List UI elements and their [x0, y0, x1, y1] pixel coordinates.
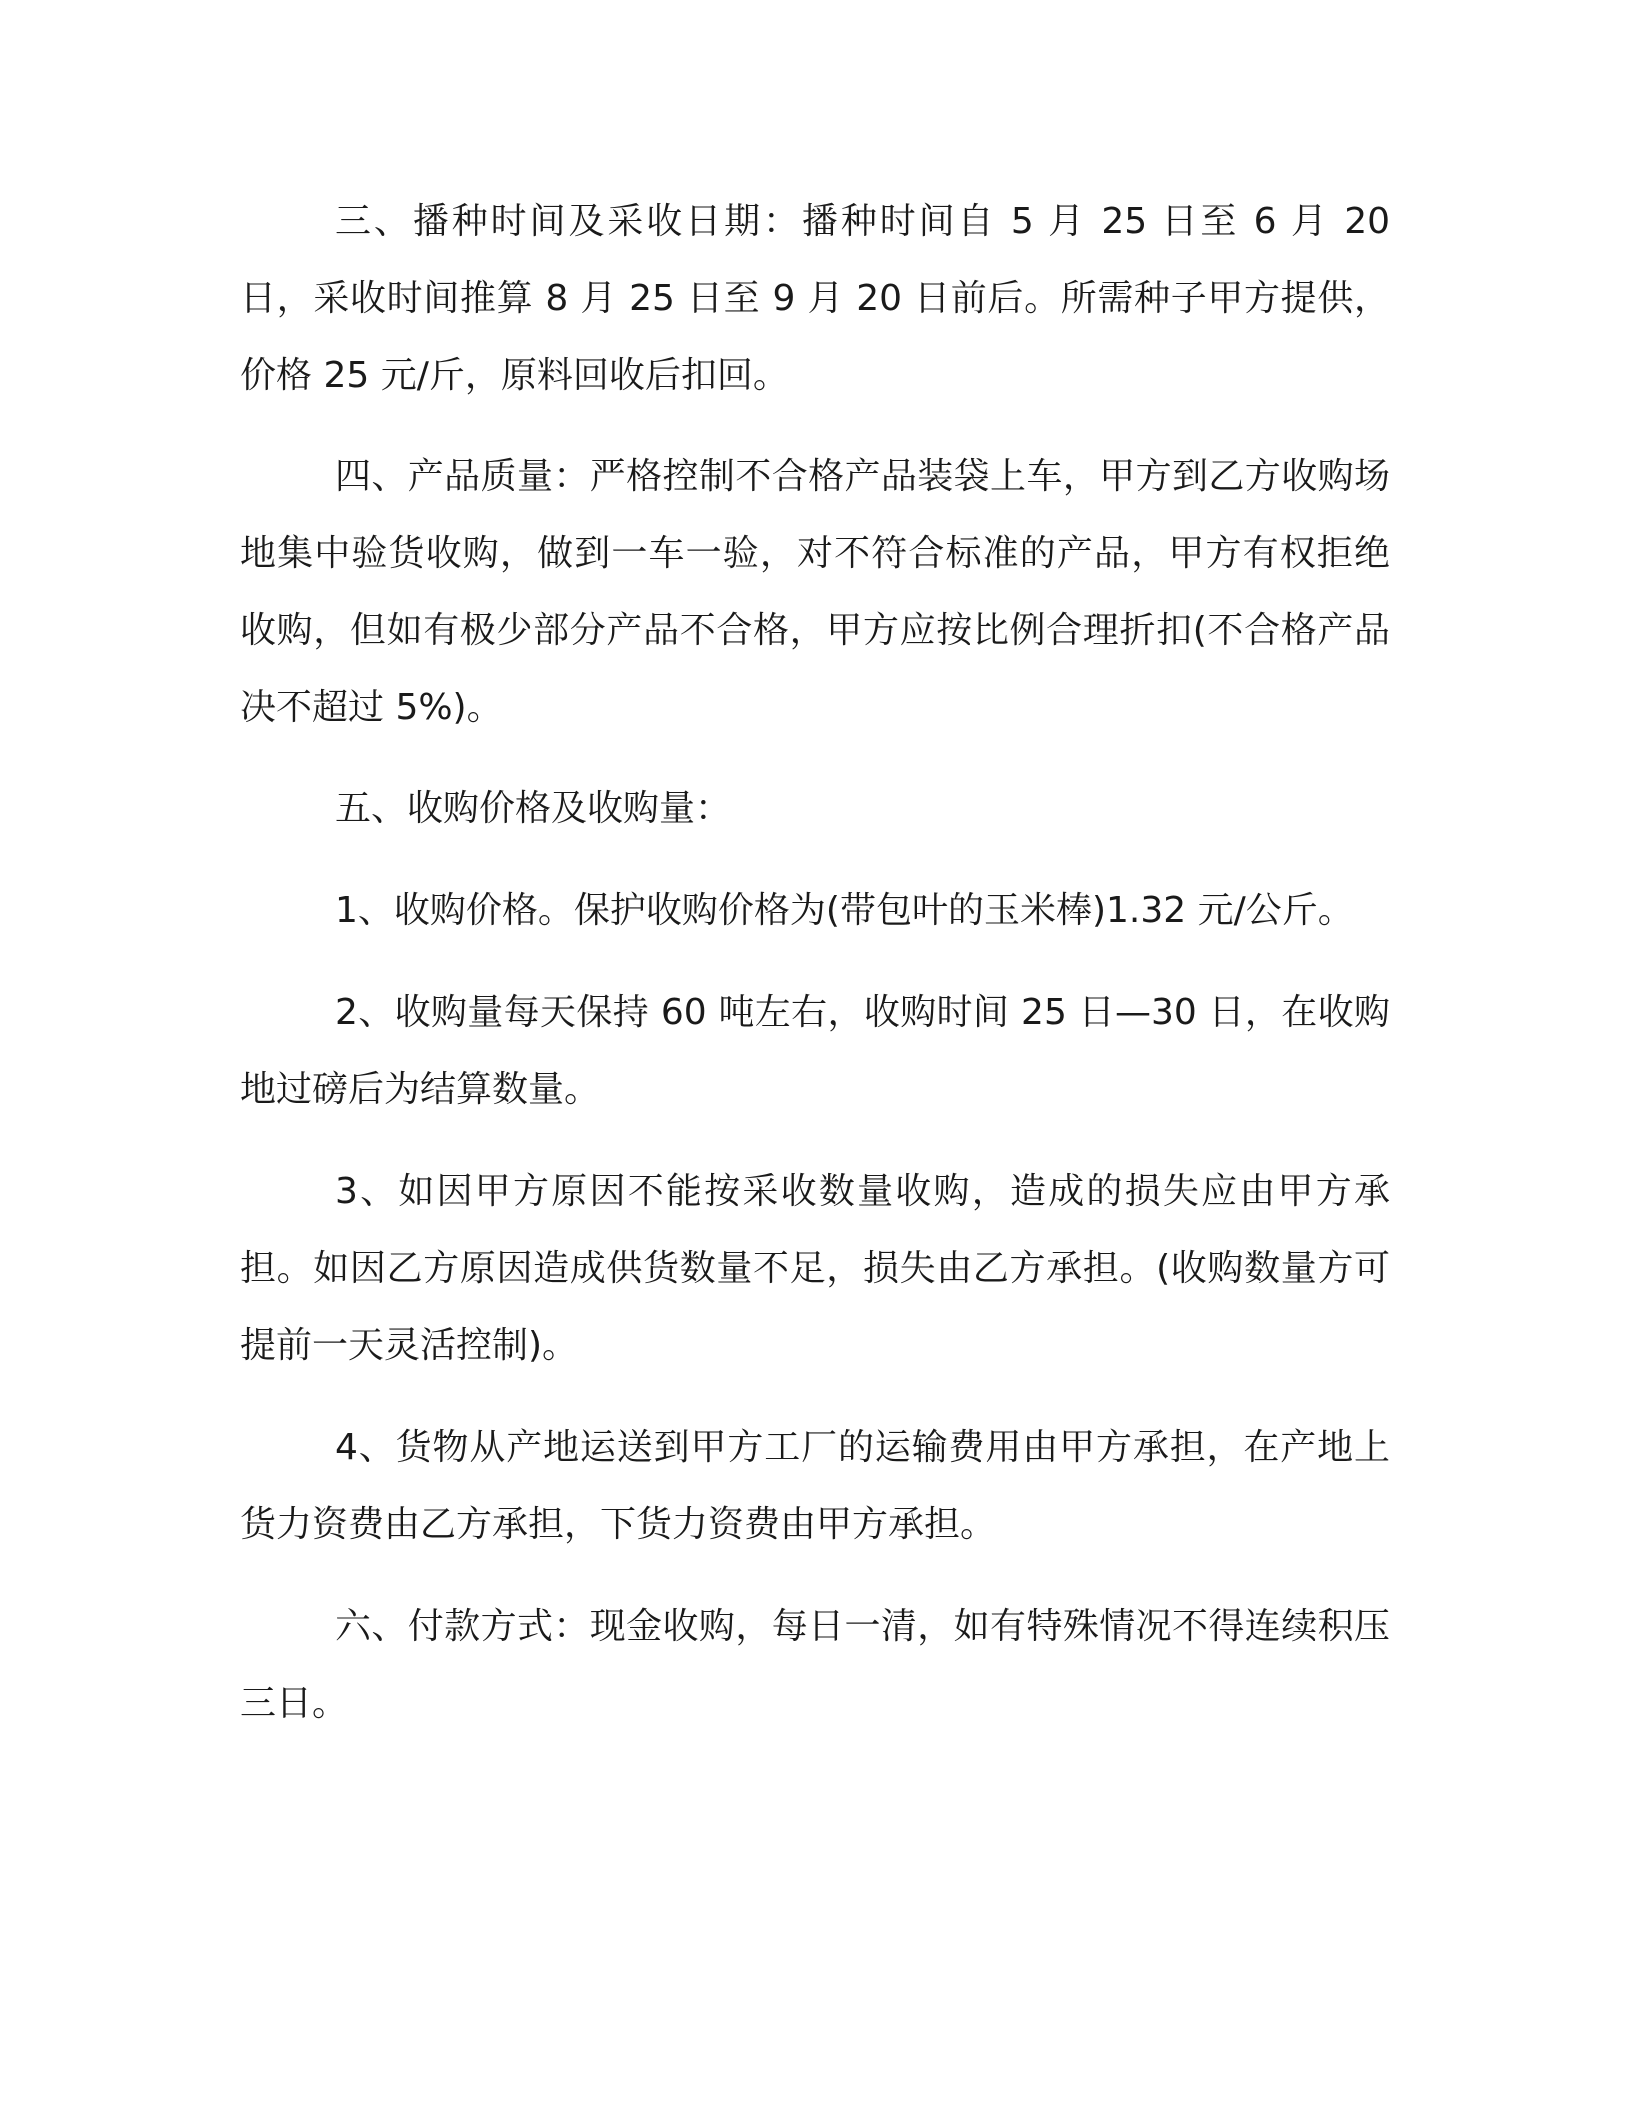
clause-5-heading: 五、收购价格及收购量：: [335, 788, 732, 829]
clause-4-product-quality: 四、产品质量：严格控制不合格产品装袋上车，甲方到乙方收购场地集中验货收购，做到一车一验，对不符合标准的产品，甲方有权拒绝收购，但如有极少部分产品不合格，甲方应按比例合理折扣(不合格产品决不超过 5%)。: [240, 456, 1390, 728]
clause-5-item-1: 1、收购价格。保护收购价格为(带包叶的玉米棒)1.32 元/公斤。: [335, 890, 1354, 931]
clause-5-item-2: 2、收购量每天保持 60 吨左右，收购时间 25 日—30 日，在收购地过磅后为结算数量。: [240, 992, 1390, 1110]
document-body: [240, 183, 1390, 1742]
clause-5-item-4: 4、货物从产地运送到甲方工厂的运输费用由甲方承担，在产地上货力资费由乙方承担，下货力资费由甲方承担。: [240, 1427, 1390, 1545]
clause-5-item-3: 3、如因甲方原因不能按采收数量收购，造成的损失应由甲方承担。如因乙方原因造成供货数量不足，损失由乙方承担。(收购数量方可提前一天灵活控制)。: [240, 1171, 1390, 1366]
clause-3-sowing-harvest: 三、播种时间及采收日期：播种时间自 5 月 25 日至 6 月 20 日，采收时间推算 8 月 25 日至 9 月 20 日前后。所需种子甲方提供，价格 25 元/斤，原料回收后扣回。: [240, 201, 1390, 396]
clause-6-payment: 六、付款方式：现金收购，每日一清，如有特殊情况不得连续积压三日。: [240, 1606, 1390, 1724]
